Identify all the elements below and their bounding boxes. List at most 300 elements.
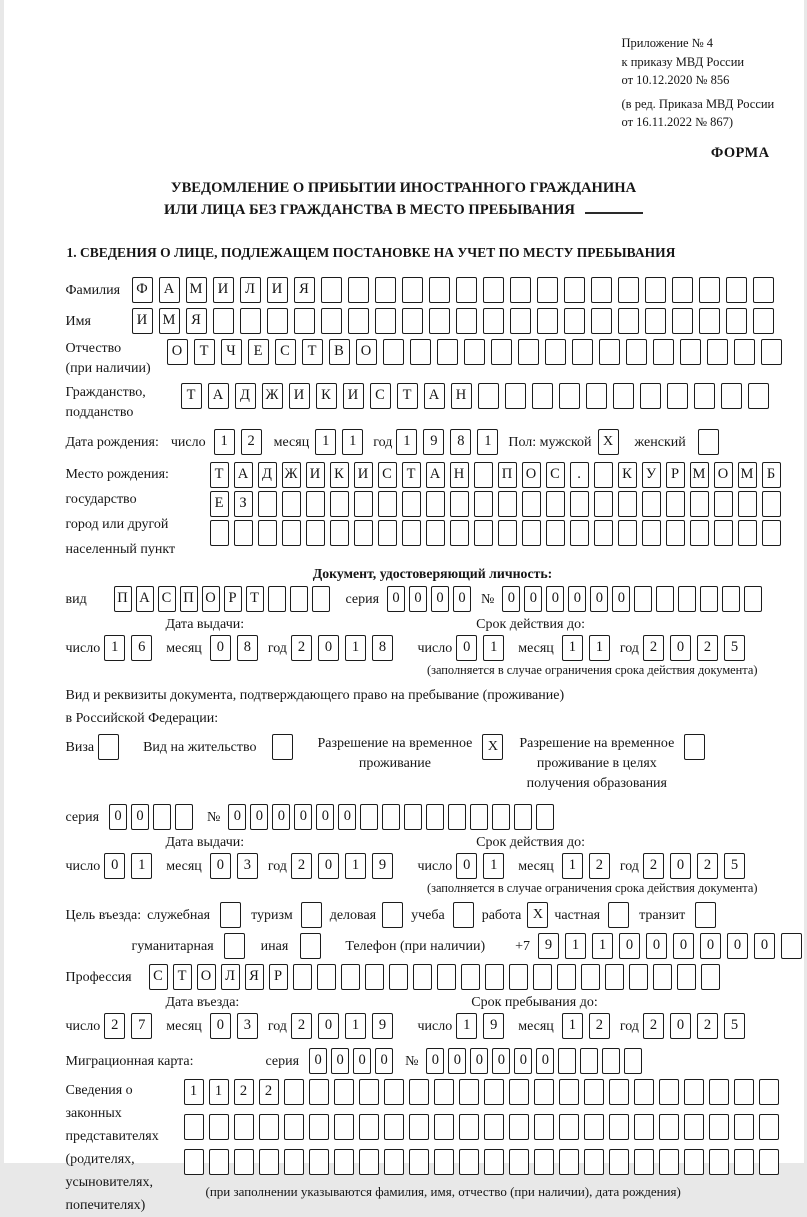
char-cell: 0 [568, 586, 586, 612]
char-cell: С [378, 462, 397, 488]
char-cell [546, 491, 565, 517]
char-cell [474, 462, 493, 488]
char-cell: 0 [426, 1048, 444, 1074]
day-label: число [417, 1018, 453, 1034]
residence-expiry-month-cells [562, 853, 616, 880]
char-cell: 0 [670, 635, 691, 661]
char-cell: Я [186, 308, 207, 334]
stay-until-group [418, 1013, 751, 1040]
given-name-cells [132, 308, 780, 334]
char-cell: 0 [309, 1048, 327, 1074]
identity-doc-number-cells [502, 586, 766, 612]
char-cell: К [618, 462, 637, 488]
stay-until-heading: Срок пребывания до: [471, 994, 598, 1010]
identity-doc-issue-heading: Дата выдачи: [165, 616, 245, 632]
char-cell [677, 964, 696, 990]
char-cell: М [186, 277, 207, 303]
visa-checkbox [98, 734, 119, 760]
char-cell [402, 308, 423, 334]
char-cell: 0 [318, 635, 339, 661]
char-cell: У [642, 462, 661, 488]
char-cell: 0 [673, 933, 694, 959]
text-line: проживание [358, 755, 431, 771]
char-cell: 9 [538, 933, 559, 959]
char-cell [359, 1149, 379, 1175]
char-cell [534, 1114, 554, 1140]
char-cell: 0 [514, 1048, 532, 1074]
char-cell: Л [221, 964, 240, 990]
char-cell [748, 383, 769, 409]
char-cell [470, 804, 488, 830]
char-cell [240, 308, 261, 334]
text-line: Сведения о [65, 1082, 133, 1098]
representatives-note: (при заполнении указываются фамилия, имя, отчество (при наличии), дата рождения) [205, 1183, 681, 1199]
char-cell [484, 1114, 504, 1140]
char-cell [634, 586, 652, 612]
char-cell: С [275, 339, 296, 365]
residence-doc-series-cells [109, 804, 197, 830]
residence-expiry-day-cells [456, 853, 510, 880]
char-cell [284, 1079, 304, 1105]
char-cell: 0 [670, 853, 691, 879]
char-cell: Ж [262, 383, 283, 409]
char-cell: 0 [502, 586, 520, 612]
birth-date-row [66, 429, 800, 456]
char-cell [429, 308, 450, 334]
char-cell [474, 491, 493, 517]
residence-doc-issue-heading: Дата выдачи: [165, 834, 245, 850]
temp-residence-permit-checkbox: X [482, 734, 503, 760]
char-cell: Л [240, 277, 261, 303]
char-cell: Т [246, 586, 264, 612]
char-cell: 1 [562, 1013, 583, 1039]
char-cell: 0 [210, 853, 231, 879]
char-cell [456, 277, 477, 303]
birth-date-label: Дата рождения: [65, 434, 159, 450]
char-cell: И [132, 308, 153, 334]
char-cell [522, 520, 541, 546]
char-cell [426, 491, 445, 517]
char-cell [258, 491, 277, 517]
char-cell [514, 804, 532, 830]
char-cell [759, 1149, 779, 1175]
char-cell: Ч [221, 339, 242, 365]
month-label: месяц [273, 434, 310, 450]
text-line: получения образования [526, 775, 667, 791]
char-cell: Ф [132, 277, 153, 303]
char-cell: А [159, 277, 180, 303]
char-cell: 2 [697, 853, 718, 879]
char-cell: Т [402, 462, 421, 488]
char-cell [213, 308, 234, 334]
char-cell: 1 [214, 429, 235, 455]
residence-issue-day-cells [104, 853, 158, 880]
phone-cells [538, 933, 807, 959]
char-cell: Т [181, 383, 202, 409]
char-cell [609, 1149, 629, 1175]
entry-date-headings [66, 995, 800, 1011]
char-cell: О [714, 462, 733, 488]
char-cell [317, 964, 336, 990]
char-cell [640, 383, 661, 409]
char-cell: 1 [131, 853, 152, 879]
char-cell [209, 1149, 229, 1175]
birth-place-row1-cells [210, 462, 786, 488]
char-cell: 1 [456, 1013, 477, 1039]
char-cell [634, 1149, 654, 1175]
char-cell [483, 308, 504, 334]
char-cell: Е [248, 339, 269, 365]
char-cell: 0 [700, 933, 721, 959]
month-label: месяц [166, 1018, 202, 1034]
birth-year-cells [396, 429, 504, 455]
char-cell [293, 964, 312, 990]
char-cell [259, 1114, 279, 1140]
char-cell [570, 491, 589, 517]
char-cell [624, 1048, 642, 1074]
purpose-work-label: работа [481, 907, 522, 923]
char-cell [584, 1114, 604, 1140]
char-cell [684, 1149, 704, 1175]
char-cell [518, 339, 539, 365]
char-cell [667, 383, 688, 409]
char-cell [534, 1149, 554, 1175]
birth-place-labels [66, 462, 210, 562]
purpose-other-checkbox [300, 933, 321, 959]
char-cell: 0 [316, 804, 334, 830]
char-cell: О [167, 339, 188, 365]
residence-doc-series-label: серия [65, 809, 100, 825]
char-cell [491, 339, 512, 365]
char-cell [709, 1079, 729, 1105]
char-cell [656, 586, 674, 612]
char-cell: Р [224, 586, 242, 612]
text-line: усыновителях, [65, 1174, 153, 1190]
purpose-private-checkbox [608, 902, 629, 928]
char-cell [618, 277, 639, 303]
patronymic-cells [167, 339, 788, 365]
char-cell: И [354, 462, 373, 488]
identity-issue-month-cells [210, 635, 264, 662]
surname-row [66, 277, 800, 304]
char-cell [409, 1079, 429, 1105]
char-cell [761, 339, 782, 365]
char-cell [510, 277, 531, 303]
char-cell [365, 964, 384, 990]
char-cell: 0 [210, 1013, 231, 1039]
char-cell [564, 308, 585, 334]
char-cell: Р [269, 964, 288, 990]
edu-residence-permit-label [519, 734, 674, 794]
residence-doc-number-label: № [207, 809, 221, 825]
char-cell [461, 964, 480, 990]
char-cell: Т [210, 462, 229, 488]
text-line: Разрешение на временное [317, 735, 473, 751]
visa-label: Виза [65, 739, 95, 755]
char-cell: 0 [646, 933, 667, 959]
char-cell: Д [235, 383, 256, 409]
purpose-label: Цель въезда: [65, 907, 142, 923]
char-cell [464, 339, 485, 365]
birth-place-row3-cells [210, 520, 786, 546]
char-cell: 2 [241, 429, 262, 455]
char-cell [413, 964, 432, 990]
char-cell [534, 1079, 554, 1105]
day-label: число [65, 858, 101, 874]
char-cell [714, 491, 733, 517]
stay-day-cells [456, 1013, 510, 1040]
identity-doc-date-headings [66, 617, 800, 633]
purpose-other-label: иная [260, 938, 289, 954]
char-cell: Р [666, 462, 685, 488]
residence-doc-note: (заполняется в случае ограничения срока действия документа) [426, 880, 758, 895]
char-cell [348, 308, 369, 334]
day-label: число [417, 640, 453, 656]
identity-doc-series-label: серия [345, 591, 380, 607]
char-cell: 5 [724, 853, 745, 879]
char-cell [402, 277, 423, 303]
title-line2-wrap [4, 199, 804, 221]
representatives-row3-cells [184, 1149, 784, 1175]
text-line: проживание в целях [536, 755, 657, 771]
char-cell: 0 [456, 635, 477, 661]
char-cell: Б [762, 462, 781, 488]
char-cell [375, 308, 396, 334]
char-cell: З [234, 491, 253, 517]
char-cell [375, 277, 396, 303]
char-cell: М [738, 462, 757, 488]
char-cell: Я [245, 964, 264, 990]
month-label: месяц [166, 858, 202, 874]
profession-row [66, 964, 800, 991]
char-cell [359, 1114, 379, 1140]
surname-label: Фамилия [65, 282, 121, 298]
char-cell [653, 964, 672, 990]
char-cell: 0 [456, 853, 477, 879]
birth-place-row2-cells [210, 491, 786, 517]
char-cell [680, 339, 701, 365]
char-cell: С [546, 462, 565, 488]
residence-doc-expiry-heading: Срок действия до: [476, 834, 585, 850]
char-cell [282, 520, 301, 546]
char-cell: И [289, 383, 310, 409]
char-cell [738, 520, 757, 546]
citizenship-row [66, 383, 800, 423]
residence-issue-month-cells [210, 853, 264, 880]
char-cell [209, 1114, 229, 1140]
year-label: год [267, 1018, 287, 1034]
char-cell [485, 964, 504, 990]
identity-doc-kind-cells [114, 586, 334, 612]
char-cell: 1 [565, 933, 586, 959]
identity-doc-expiry-heading: Срок действия до: [476, 616, 585, 632]
char-cell [684, 1079, 704, 1105]
char-cell [726, 277, 747, 303]
char-cell: 0 [431, 586, 449, 612]
char-cell: С [158, 586, 176, 612]
char-cell: 1 [345, 635, 366, 661]
char-cell [634, 1114, 654, 1140]
char-cell: 1 [104, 635, 125, 661]
char-cell [498, 491, 517, 517]
page-title [4, 178, 804, 221]
char-cell: 0 [338, 804, 356, 830]
residence-doc-options-row [66, 734, 800, 794]
residence-doc-issue-group [66, 853, 418, 880]
text-line: попечителях) [65, 1197, 146, 1213]
purpose-work-checkbox: X [527, 902, 548, 928]
char-cell [701, 964, 720, 990]
char-cell [309, 1114, 329, 1140]
residence-doc-number-cells [228, 804, 558, 830]
char-cell: П [180, 586, 198, 612]
char-cell: П [114, 586, 132, 612]
char-cell: О [202, 586, 220, 612]
char-cell: 1 [315, 429, 336, 455]
char-cell [690, 491, 709, 517]
char-cell: К [330, 462, 349, 488]
char-cell [738, 491, 757, 517]
residence-doc-date-headings [66, 835, 800, 851]
char-cell: 8 [372, 635, 393, 661]
citizenship-label-line2: подданство [65, 404, 134, 420]
char-cell: 1 [592, 933, 613, 959]
char-cell [699, 308, 720, 334]
identity-doc-note: (заполняется в случае ограничения срока действия документа) [426, 662, 758, 677]
patronymic-label-line1: Отчество [65, 340, 122, 356]
char-cell: К [316, 383, 337, 409]
char-cell [557, 964, 576, 990]
char-cell [492, 804, 510, 830]
char-cell: И [213, 277, 234, 303]
char-cell [559, 1114, 579, 1140]
char-cell [781, 933, 802, 959]
char-cell: О [197, 964, 216, 990]
char-cell [459, 1149, 479, 1175]
char-cell [450, 491, 469, 517]
char-cell [759, 1114, 779, 1140]
char-cell: 2 [104, 1013, 125, 1039]
char-cell: 0 [409, 586, 427, 612]
purpose-transit-checkbox [695, 902, 716, 928]
char-cell [234, 1149, 254, 1175]
year-label: год [267, 858, 287, 874]
entry-month-cells [210, 1013, 264, 1040]
char-cell [734, 1079, 754, 1105]
char-cell [294, 308, 315, 334]
char-cell: Я [294, 277, 315, 303]
appendix-reference [622, 34, 804, 132]
identity-doc-dates-row [66, 635, 800, 662]
identity-issue-year-cells [291, 635, 399, 662]
entry-date-group [66, 1013, 418, 1040]
char-cell: Т [173, 964, 192, 990]
char-cell [626, 339, 647, 365]
char-cell [478, 383, 499, 409]
identity-expiry-day-cells [456, 635, 510, 662]
char-cell: Н [451, 383, 472, 409]
char-cell [558, 1048, 576, 1074]
char-cell [437, 964, 456, 990]
char-cell: 2 [589, 1013, 610, 1039]
char-cell [448, 804, 466, 830]
char-cell [321, 277, 342, 303]
residence-permit-checkbox [272, 734, 293, 760]
char-cell [678, 586, 696, 612]
phone-prefix: +7 [515, 938, 531, 954]
char-cell [734, 339, 755, 365]
entry-date-heading: Дата въезда: [165, 994, 240, 1010]
representatives-block [66, 1079, 800, 1217]
text-line: государство [65, 491, 137, 507]
char-cell [707, 339, 728, 365]
year-label: год [267, 640, 287, 656]
char-cell: 0 [619, 933, 640, 959]
char-cell: 2 [697, 635, 718, 661]
residence-permit-label: Вид на жительство [143, 739, 257, 755]
char-cell: Т [397, 383, 418, 409]
char-cell: 1 [562, 853, 583, 879]
char-cell [330, 520, 349, 546]
char-cell: 9 [372, 853, 393, 879]
char-cell [594, 491, 613, 517]
char-cell [459, 1079, 479, 1105]
char-cell [659, 1114, 679, 1140]
char-cell [450, 520, 469, 546]
char-cell [334, 1079, 354, 1105]
char-cell [618, 308, 639, 334]
month-label: месяц [518, 1018, 554, 1034]
char-cell: 0 [546, 586, 564, 612]
char-cell: 2 [291, 635, 312, 661]
char-cell [509, 1114, 529, 1140]
char-cell [537, 277, 558, 303]
purpose-business-label: деловая [329, 907, 377, 923]
char-cell [354, 491, 373, 517]
birth-place-grid [210, 462, 786, 549]
day-label: число [65, 1018, 101, 1034]
char-cell: М [159, 308, 180, 334]
char-cell: 9 [372, 1013, 393, 1039]
char-cell: 3 [237, 853, 258, 879]
migration-card-number-cells [426, 1048, 646, 1074]
char-cell [309, 1079, 329, 1105]
identity-doc-series-cells [387, 586, 475, 612]
char-cell [559, 383, 580, 409]
char-cell [721, 383, 742, 409]
char-cell: 6 [131, 635, 152, 661]
representatives-row2-cells [184, 1114, 784, 1140]
char-cell: 2 [259, 1079, 279, 1105]
purpose-humanitarian-label: гуманитарная [131, 938, 214, 954]
char-cell: 0 [228, 804, 246, 830]
char-cell [309, 1149, 329, 1175]
residence-doc-intro-line2: в Российской Федерации: [65, 710, 219, 726]
text-line: к приказу МВД России [621, 54, 745, 69]
month-label: месяц [166, 640, 202, 656]
purpose-study-label: учеба [411, 907, 445, 923]
char-cell [762, 491, 781, 517]
char-cell [618, 491, 637, 517]
char-cell [426, 804, 444, 830]
char-cell: М [690, 462, 709, 488]
char-cell [153, 804, 171, 830]
char-cell [759, 1079, 779, 1105]
char-cell: 1 [184, 1079, 204, 1105]
char-cell: 2 [589, 853, 610, 879]
char-cell: 5 [724, 1013, 745, 1039]
char-cell [409, 1114, 429, 1140]
